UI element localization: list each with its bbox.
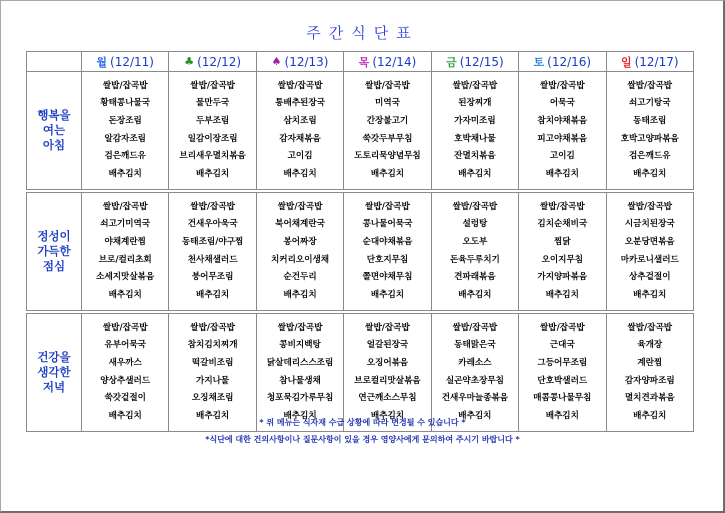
menu-item: 오이지무침 xyxy=(541,254,584,265)
weekly-menu-table xyxy=(26,51,694,432)
menu-item: 단호박샐러드 xyxy=(537,375,588,386)
day-header xyxy=(169,52,256,72)
menu-item: 쌀밥/잡곡밥 xyxy=(539,322,585,333)
menu-item: 배추김치 xyxy=(545,289,579,300)
menu-item: 브로/컬리초회 xyxy=(98,254,152,265)
menu-item: 오분당면볶음 xyxy=(624,236,675,247)
menu-item: 쌀밥/잡곡밥 xyxy=(365,80,410,91)
menu-item: 청포묵김가루무침 xyxy=(266,393,334,404)
day-date: (12/15) xyxy=(459,54,504,69)
menu-cell xyxy=(169,193,256,311)
menu-item: 야채계란찜 xyxy=(104,236,146,247)
inquiry-note: *식단에 대한 건의사항이나 질문사항이 있을 경우 영양사에게 문의하여 주시기 바랍니다 * xyxy=(205,435,520,444)
menu-item: 붕어무조림 xyxy=(191,272,234,283)
menu-item: 도토리묵양념무침 xyxy=(354,151,421,162)
menu-item: 견파래볶음 xyxy=(454,272,496,283)
day-header xyxy=(82,52,169,72)
menu-item: 쇠고기미역국 xyxy=(100,219,151,230)
menu-item: 쌀밥/잡곡밥 xyxy=(627,322,673,333)
menu-cell xyxy=(606,72,693,190)
menu-item: 쌀밥/잡곡밥 xyxy=(102,80,148,91)
day-icon: ♠ xyxy=(271,55,282,69)
menu-item: 피고야채볶음 xyxy=(537,133,588,144)
menu-item: 건새우마늘종볶음 xyxy=(441,393,509,404)
menu-cell xyxy=(169,72,256,190)
menu-item: 감자채볶음 xyxy=(279,133,321,144)
page-title: 주간식단표 xyxy=(306,24,419,42)
menu-cell xyxy=(256,72,343,190)
menu-cell xyxy=(519,314,606,432)
menu-item: 쌀밥/잡곡밥 xyxy=(539,80,585,91)
menu-item: 카레소스 xyxy=(458,357,492,368)
day-icon: 일 xyxy=(620,55,632,69)
day-date: (12/12) xyxy=(197,54,242,69)
menu-cell xyxy=(344,314,431,432)
menu-item: 통배추된장국 xyxy=(275,98,325,109)
menu-item: 쌀밥/잡곡밥 xyxy=(627,201,673,212)
meal-name-line: 여는 xyxy=(42,123,66,137)
menu-item: 쌀밥/잡곡밥 xyxy=(190,322,235,333)
menu-item: 계란찜 xyxy=(637,357,663,368)
meal-row xyxy=(27,193,694,311)
menu-item: 배추김치 xyxy=(196,289,230,300)
meal-name xyxy=(27,72,82,190)
menu-item: 배추김치 xyxy=(370,289,405,300)
menu-item: 물만두국 xyxy=(196,98,230,109)
menu-item: 유부어묵국 xyxy=(104,340,146,351)
menu-cell xyxy=(169,314,256,432)
menu-item: 배추김치 xyxy=(370,168,405,179)
menu-cell xyxy=(82,314,169,432)
menu-item: 소세지맛살볶음 xyxy=(96,272,155,283)
menu-item: 참치야채볶음 xyxy=(537,115,588,126)
day-icon: 목 xyxy=(358,55,370,69)
menu-cell xyxy=(431,193,518,311)
day-header xyxy=(519,52,606,72)
day-date: (12/16) xyxy=(547,54,592,69)
menu-item: 호박채나물 xyxy=(454,133,496,144)
menu-item: 쌀밥/잡곡밥 xyxy=(277,201,323,212)
menu-item: 건새우아욱국 xyxy=(187,219,238,230)
menu-item: 상추겉절이 xyxy=(629,272,671,283)
menu-item: 그등어무조림 xyxy=(537,357,588,368)
menu-item: 가자미조림 xyxy=(454,115,496,126)
menu-item: 오도부 xyxy=(462,236,488,247)
menu-cell xyxy=(344,193,431,311)
menu-item: 검은깨드유 xyxy=(104,151,146,162)
menu-item: 쑥갓두부무침 xyxy=(362,133,413,144)
meal-name xyxy=(27,314,82,432)
day-date: (12/13) xyxy=(284,54,329,69)
menu-item: 오징채조림 xyxy=(191,393,234,404)
menu-item: 김치순채비국 xyxy=(537,219,588,230)
day-icon: 월 xyxy=(96,55,108,69)
corner-cell xyxy=(27,52,82,72)
menu-cell xyxy=(519,193,606,311)
meal-name-line: 생각한 xyxy=(37,365,71,379)
menu-cell xyxy=(82,193,169,311)
menu-item: 쌀밥/잡곡밥 xyxy=(102,201,148,212)
menu-item: 연근깨소스무침 xyxy=(358,393,417,404)
menu-item: 쌀밥/잡곡밥 xyxy=(365,201,410,212)
day-date: (12/17) xyxy=(634,54,679,69)
menu-item: 잔멸치볶음 xyxy=(454,151,496,162)
menu-item: 배추김치 xyxy=(545,168,579,179)
menu-item: 콩비지백탕 xyxy=(279,340,321,351)
menu-item: 쌀밥/잡곡밥 xyxy=(627,80,673,91)
menu-item: 된장찌개 xyxy=(458,98,492,109)
menu-item: 쌀밥/잡곡밥 xyxy=(452,201,498,212)
menu-item: 떡갈비조림 xyxy=(191,357,234,368)
menu-item: 가지양파볶음 xyxy=(537,272,588,283)
menu-item: 실곤약초장무침 xyxy=(445,375,504,386)
meal-row xyxy=(27,72,694,190)
menu-item: 순대야채볶음 xyxy=(362,236,413,247)
menu-item: 쌀밥/잡곡밥 xyxy=(277,80,323,91)
menu-item: 브리새우멸치볶음 xyxy=(179,151,246,162)
menu-item: 시금치된장국 xyxy=(624,219,675,230)
menu-item: 쑥갓겉절이 xyxy=(104,393,146,404)
menu-item: 육개장 xyxy=(637,340,663,351)
menu-item: 쌀밥/잡곡밥 xyxy=(277,322,323,333)
meal-row xyxy=(27,314,694,432)
menu-item: 가지나물 xyxy=(196,375,230,386)
menu-item: 멸치견과볶음 xyxy=(624,393,675,404)
menu-item: 간장불고기 xyxy=(366,115,409,126)
menu-item: 황태콩나물국 xyxy=(100,98,151,109)
menu-cell xyxy=(431,72,518,190)
menu-item: 배추김치 xyxy=(633,289,667,300)
day-date: (12/14) xyxy=(372,54,417,69)
menu-item: 배추김치 xyxy=(458,289,492,300)
meal-name-line: 행복을 xyxy=(37,108,71,122)
day-header xyxy=(431,52,518,72)
menu-item: 배추김치 xyxy=(108,168,142,179)
day-header xyxy=(256,52,343,72)
menu-item: 단호지무침 xyxy=(366,254,409,265)
day-icon: 토 xyxy=(533,55,545,69)
menu-item: 삼치조림 xyxy=(283,115,317,126)
menu-item: 북어채계란국 xyxy=(275,219,325,230)
menu-item: 오징어볶음 xyxy=(366,357,409,368)
menu-item: 동태조림/야구찜 xyxy=(182,236,244,247)
menu-item: 새우까스 xyxy=(108,357,142,368)
menu-item: 검은깨드유 xyxy=(629,151,671,162)
menu-item: 쇠고기탕국 xyxy=(629,98,671,109)
menu-item: 쌀밥/잡곡밥 xyxy=(452,322,498,333)
menu-change-note: * 위 메뉴는 식자재 수급 상황에 따라 변경될 수 있습니다 * xyxy=(259,418,466,427)
menu-item: 돈육두루치기 xyxy=(449,254,500,265)
day-date: (12/11) xyxy=(110,54,154,69)
meal-name-line: 저녁 xyxy=(42,380,66,394)
menu-item: 배추김치 xyxy=(108,410,142,421)
day-icon: 금 xyxy=(446,55,457,69)
menu-item: 감자양파조림 xyxy=(624,375,675,386)
menu-item: 콩나물어묵국 xyxy=(362,219,413,230)
menu-item: 배추김치 xyxy=(196,168,230,179)
menu-item: 동태조림 xyxy=(633,115,667,126)
menu-item: 브로컬리맛살볶음 xyxy=(354,375,421,386)
menu-item: 근대국 xyxy=(549,340,575,351)
menu-cell xyxy=(606,193,693,311)
day-icon: ♣ xyxy=(184,55,195,69)
menu-item: 배추김치 xyxy=(633,410,667,421)
menu-item: 알감자조림 xyxy=(104,133,146,144)
menu-item: 봉어짜장 xyxy=(283,236,317,247)
menu-item: 쌀밥/잡곡밥 xyxy=(190,80,235,91)
menu-item: 배추김치 xyxy=(458,168,492,179)
menu-item: 배추김치 xyxy=(283,168,317,179)
day-header xyxy=(344,52,431,72)
menu-cell xyxy=(344,72,431,190)
menu-item: 배추김치 xyxy=(283,289,317,300)
menu-item: 참치김치찌개 xyxy=(187,340,238,351)
menu-item: 순건두리 xyxy=(283,272,317,283)
menu-item: 쫄면야채무침 xyxy=(362,272,413,283)
menu-item: 마카로니샐러드 xyxy=(620,254,679,265)
menu-item: 일감이장조림 xyxy=(187,133,238,144)
menu-item: 미역국 xyxy=(375,98,400,109)
menu-item: 쌀밥/잡곡밥 xyxy=(539,201,585,212)
menu-item: 매콤콩나물무침 xyxy=(533,393,592,404)
menu-cell xyxy=(431,314,518,432)
menu-item: 천사채샐러드 xyxy=(187,254,238,265)
menu-cell xyxy=(256,314,343,432)
menu-item: 쌀밥/잡곡밥 xyxy=(190,201,235,212)
menu-item: 두부조림 xyxy=(196,115,230,126)
menu-item: 설렁탕 xyxy=(462,219,488,230)
menu-cell xyxy=(82,72,169,190)
header-row xyxy=(27,52,694,72)
menu-item: 고이김 xyxy=(549,151,575,162)
menu-cell xyxy=(256,193,343,311)
menu-item: 배추김치 xyxy=(545,410,579,421)
menu-item: 양상추샐러드 xyxy=(100,375,151,386)
menu-item: 배추김치 xyxy=(283,410,317,421)
menu-item: 쌀밥/잡곡밥 xyxy=(102,322,148,333)
meal-name-line: 점심 xyxy=(42,259,66,273)
menu-item: 어묵국 xyxy=(549,98,575,109)
menu-item: 고이김 xyxy=(287,151,313,162)
meal-name-line: 가득한 xyxy=(37,244,71,258)
menu-item: 찜닭 xyxy=(554,236,571,247)
menu-item: 쌀밥/잡곡밥 xyxy=(365,322,410,333)
menu-item: 돈장조림 xyxy=(108,115,142,126)
menu-item: 닭살데리스스조림 xyxy=(266,357,334,368)
meal-name xyxy=(27,193,82,311)
meal-name-line: 아침 xyxy=(42,138,66,152)
menu-item: 호박고양파볶음 xyxy=(620,133,679,144)
menu-item: 배추김치 xyxy=(370,410,405,421)
menu-cell xyxy=(519,72,606,190)
menu-item: 쌀밥/잡곡밥 xyxy=(452,80,498,91)
menu-item: 배추김치 xyxy=(458,410,492,421)
menu-item: 배추김치 xyxy=(108,289,142,300)
menu-item: 얼갈된장국 xyxy=(366,340,409,351)
day-header xyxy=(606,52,693,72)
meal-name-line: 건강을 xyxy=(37,350,71,364)
menu-item: 참나물생채 xyxy=(279,375,321,386)
menu-item: 배추김치 xyxy=(196,410,230,421)
menu-item: 치커리오이생채 xyxy=(270,254,330,265)
meal-name-line: 정성이 xyxy=(37,229,71,243)
menu-item: 배추김치 xyxy=(633,168,667,179)
menu-cell xyxy=(606,314,693,432)
menu-item: 동태맑은국 xyxy=(454,340,496,351)
